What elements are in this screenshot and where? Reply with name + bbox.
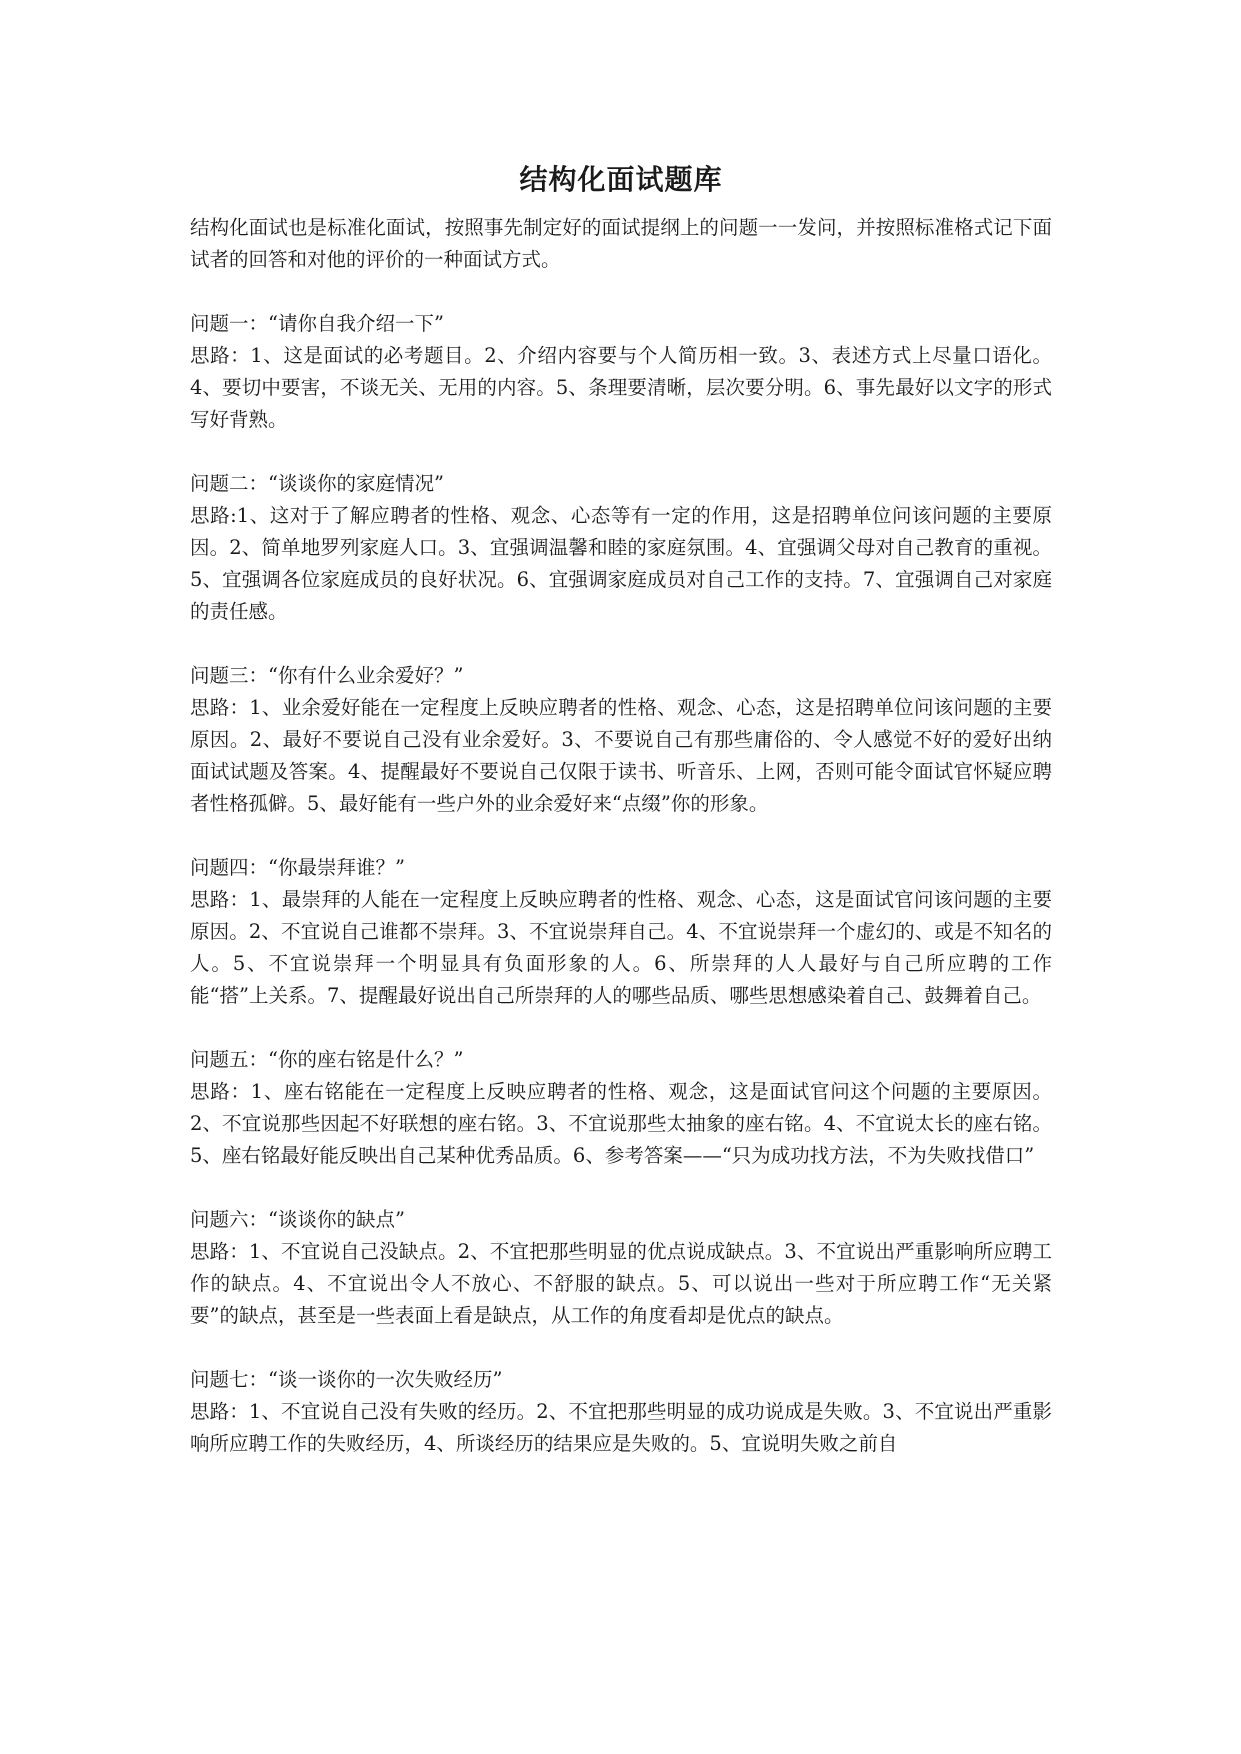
paragraph-gap: [190, 628, 1052, 660]
paragraph-gap: [190, 1012, 1052, 1044]
answer-paragraph: 思路：1、不宜说自己没有失败的经历。2、不宜把那些明显的成功说成是失败。3、不宜说出严重影响所应聘工作的失败经历，4、所谈经历的结果应是失败的。5、宜说明失败之前自: [190, 1400, 1052, 1455]
question-heading: 问题三：“你有什么业余爱好？”: [190, 664, 464, 687]
question-block-5: [190, 1044, 1052, 1172]
intro-paragraph: 结构化面试也是标准化面试，按照事先制定好的面试提纲上的问题一一发问，并按照标准格式记下面试者的回答和对他的评价的一种面试方式。: [190, 216, 1052, 271]
paragraph-gap: [190, 436, 1052, 468]
question-heading: 问题四：“你最崇拜谁？”: [190, 856, 405, 879]
question-block-6: [190, 1204, 1052, 1332]
question-heading: 问题二：“谈谈你的家庭情况”: [190, 472, 444, 495]
question-heading: 问题七：“谈一谈你的一次失败经历”: [190, 1368, 503, 1391]
answer-paragraph: 思路：1、座右铭能在一定程度上反映应聘者的性格、观念，这是面试官问这个问题的主要原因。2、不宜说那些因起不好联想的座右铭。3、不宜说那些太抽象的座右铭。4、不宜说太长的座右铭。5、座右铭最好能反映出自己某种优秀品质。6、参考答案——“只为成功找方法，不为失败找借口”: [190, 1080, 1052, 1167]
question-block-3: [190, 660, 1052, 820]
document-page: [190, 160, 1052, 1460]
answer-paragraph: 思路：1、业余爱好能在一定程度上反映应聘者的性格、观念、心态，这是招聘单位问该问题的主要原因。2、最好不要说自己没有业余爱好。3、不要说自己有那些庸俗的、令人感觉不好的爱好出纳面试试题及答案。4、提醒最好不要说自己仅限于读书、听音乐、上网，否则可能令面试官怀疑应聘者性格孤僻。5、最好能有一些户外的业余爱好来“点缀”你的形象。: [190, 696, 1052, 815]
question-block-1: [190, 308, 1052, 436]
question-heading: 问题一：“请你自我介绍一下”: [190, 312, 444, 335]
document-title: 结构化面试题库: [519, 163, 723, 196]
answer-paragraph: 思路：1、最崇拜的人能在一定程度上反映应聘者的性格、观念、心态，这是面试官问该问题的主要原因。2、不宜说自己谁都不崇拜。3、不宜说崇拜自己。4、不宜说崇拜一个虚幻的、或是不知名的人。5、不宜说崇拜一个明显具有负面形象的人。6、所崇拜的人人最好与自己所应聘的工作能“搭”上关系。7、提醒最好说出自己所崇拜的人的哪些品质、哪些思想感染着自己、鼓舞着自己。: [190, 888, 1052, 1007]
paragraph-gap: [190, 276, 1052, 308]
question-block-7: [190, 1364, 1052, 1460]
answer-paragraph: 思路：1、不宜说自己没缺点。2、不宜把那些明显的优点说成缺点。3、不宜说出严重影响所应聘工作的缺点。4、不宜说出令人不放心、不舒服的缺点。5、可以说出一些对于所应聘工作“无关紧要”的缺点，甚至是一些表面上看是缺点，从工作的角度看却是优点的缺点。: [190, 1240, 1052, 1327]
question-block-2: [190, 468, 1052, 628]
paragraph-gap: [190, 1332, 1052, 1364]
paragraph-gap: [190, 820, 1052, 852]
question-block-4: [190, 852, 1052, 1012]
question-heading: 问题五：“你的座右铭是什么？”: [190, 1048, 464, 1071]
question-heading: 问题六：“谈谈你的缺点”: [190, 1208, 405, 1231]
paragraph-gap: [190, 1172, 1052, 1204]
answer-paragraph: 思路：1、这是面试的必考题目。2、介绍内容要与个人简历相一致。3、表述方式上尽量口语化。4、要切中要害，不谈无关、无用的内容。5、条理要清晰，层次要分明。6、事先最好以文字的形式写好背熟。: [190, 344, 1052, 431]
answer-paragraph: 思路:1、这对于了解应聘者的性格、观念、心态等有一定的作用，这是招聘单位问该问题的主要原因。2、简单地罗列家庭人口。3、宜强调温馨和睦的家庭氛围。4、宜强调父母对自己教育的重视。5、宜强调各位家庭成员的良好状况。6、宜强调家庭成员对自己工作的支持。7、宜强调自己对家庭的责任感。: [190, 504, 1052, 623]
